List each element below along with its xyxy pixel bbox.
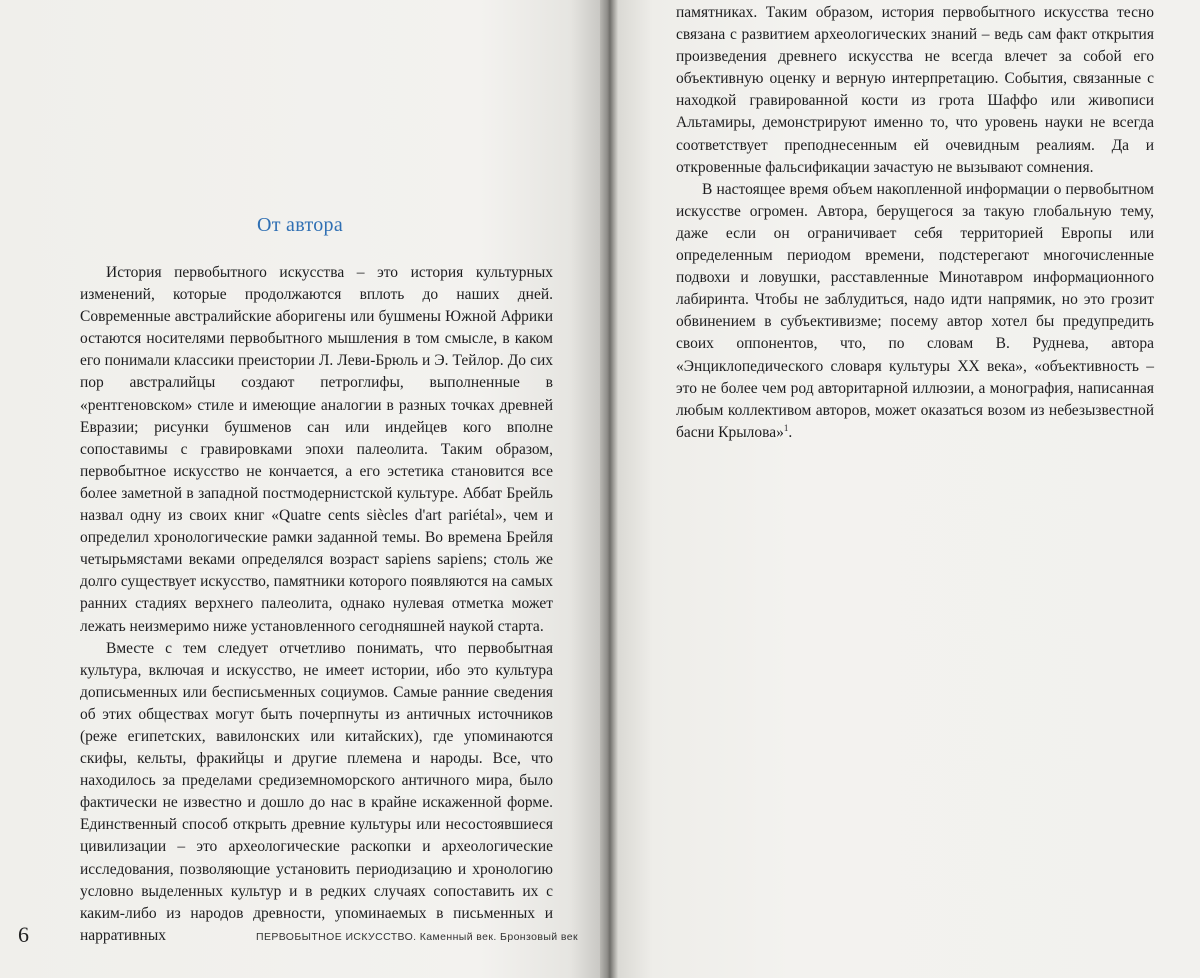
paragraph: памятниках. Таким образом, история первобытного искусства тесно связана с развитием археологических знаний – ведь сам факт открытия произведения древнего искусства не всегда влечет за собой его объективную оценку и верную интерпретацию. События, связанные с находкой гравированной кости из грота Шаффо или живописи Альтамиры, демонстрируют именно то, что уровень науки не всегда соответствует преподнесенным ей очевидным реалиям. Да и откровенные фальсификации зачастую не вызывают сомнения. [676, 4, 1154, 176]
paragraph: Вместе с тем следует отчетливо понимать, что первобытная культура, включая и искусство, не имеет истории, ибо это культура дописьменных или бесписьменных социумов. Самые ранние сведения об этих обществах могут быть почерпнуты из античных источников (реже египетских, вавилонских или китайских), где упоминаются скифы, кельты, фракийцы и другие племена и народы. Все, что находилось за пределами средиземноморского античного мира, было фактически не известно и дошло до нас в крайне искаженной форме. Единственный способ открыть древние культуры или несостоявшиеся цивилизации – это археологические раскопки и археологические исследования, позволяющие установить периодизацию и хронологию условно выделенных культур и в редких случаях сопоставить их с каким-либо из народов древности, упоминаемых в письменных и нарративных [80, 639, 553, 944]
running-footer: ПЕРВОБЫТНОЕ ИСКУССТВО. Каменный век. Бронзовый век [256, 931, 578, 943]
page-title: От автора [256, 214, 344, 236]
paragraph: История первобытного искусства – это история культурных изменений, которые продолжаются вплоть до наших дней. Современные австралийские аборигены или бушмены Южной Африки остаются носителями первобытного мышления в том смысле, в каком его понимали классики преистории Л. Леви-Брюль и Э. Тейлор. До сих пор австралийцы создают петроглифы, выполненные в «рентгеновском» стиле и имеющие аналогии в разных точках древней Евразии; рисунки бушменов сан или индейцев кого вполне сопоставимы с гравировками эпохи палеолита. Таким образом, первобытное искусство не кончается, а его эстетика становится все более заметной в западной постмодернистской культуре. Аббат Брейль назвал одну из своих книг «Quatre cents siècles d'art pariétal», чем и определил хронологические рамки заданной темы. Во времена Брейля четырьмястами веками определялся возраст sapiens sapiens; столь же долго существует искусство, памятники которого появляются на самых ранних стадиях верхнего палеолита, однако нулевая отметка может лежать неизмеримо ниже установленного сегодняшней наукой старта. [80, 264, 553, 635]
paragraph-with-footnote: В настоящее время объем накопленной информации о первобытном искусстве огромен. Автора, берущегося за такую глобальную тему, даже если он ограничивает себя территорией Европы или определенным периодом времени, подстерегают многочисленные подвохи и ловушки, расставленные Минотавром информационного лабиринта. Чтобы не заблудиться, надо идти напрямик, но это грозит обвинением в субъективизме; посему автор хотел бы предупредить своих оппонентов, что, по словам В. Руднева, автора «Энциклопедического словаря культуры XX века», «объективность – это не более чем род авторитарной иллюзии, а монография, написанная любым коллективом авторов, может оказаться возом из небезызвестной басни Крылова»$^1$. [676, 180, 1154, 441]
page-number: 6 [18, 922, 29, 947]
book-gutter [600, 0, 618, 978]
footnote-marker[interactable]: 1 [783, 422, 789, 433]
left-page-body [80, 262, 553, 947]
right-page [618, 0, 1200, 978]
right-page-body [676, 2, 1154, 444]
paragraph-text: В настоящее время объем накопленной информации о первобытном искусстве огромен. Автора, берущегося за такую глобальную тему, даже если он ограничивает себя территорией Европы или определенным периодом времени, подстерегают многочисленные подвохи и ловушки, расставленные Минотавром информационного лабиринта. Чтобы не заблудиться, надо идти напрямик, но это грозит обвинением в субъективизме; посему автор хотел бы предупредить своих оппонентов, что, по словам В. Руднева, автора «Энциклопедического словаря культуры XX века», «объективность – это не более чем род авторитарной иллюзии, а монография, написанная любым коллективом авторов, может оказаться возом из небезызвестной басни Крылова» [676, 180, 1154, 441]
